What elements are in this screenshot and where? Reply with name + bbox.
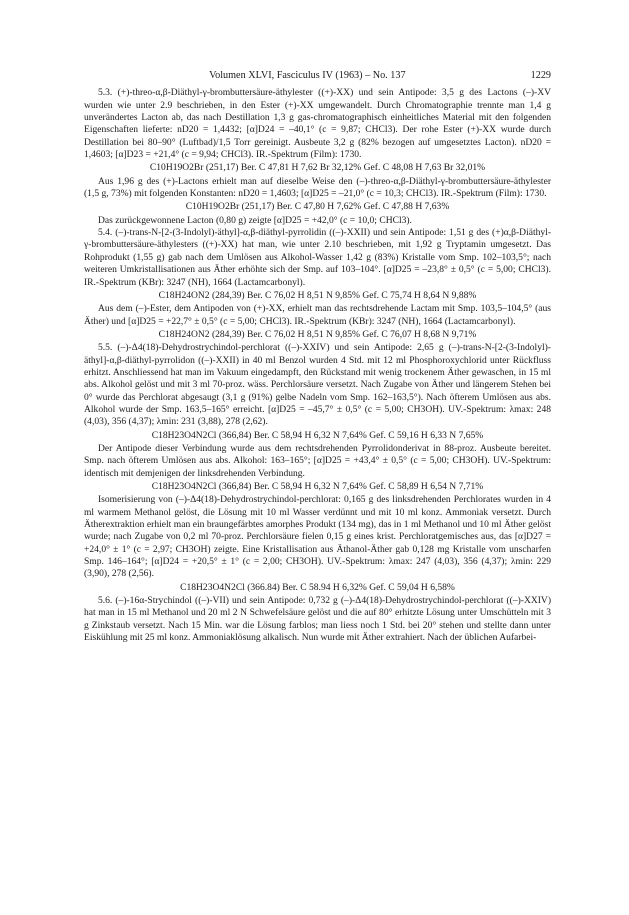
page-number: 1229 (530, 70, 551, 81)
paragraph-5-4: 5.4. (–)-trans-N-[2-(3-Indolyl)-äthyl]-α,β-diäthyl-pyrrolidin ((–)-XXII) und sein Antipode: 1,51 g des (+)α,β-Diäthyl-γ-brombuttersäure-äthylesters ((+)-XX) hat man, wie unter 2.10 beschrieben, mit 1,92 g Tryptamin umgesetzt. Das Rohprodukt (1,55 g) gab nach dem Umlösen aus Alkohol-Wasser 1,42 g (83%) Kristalle vom Smp. 102–103,5°; nach weiteren Umkristallisationen aus Äther erhöhte sich der Smp. auf 103–104°. [α]D25 = –23,8° ± 0,5° (c = 5,00; CHCl3). IR.-Spektrum (KBr): 3247 (NH), 1664 (Lactamcarbonyl). (84, 227, 551, 288)
running-header (84, 70, 551, 82)
paragraph-5-3: 5.3. (+)-threo-α,β-Diäthyl-γ-brombuttersäure-äthylester ((+)-XX) und sein Antipode: 3,5 g des Lactons (–)-XV wurden wie unter 2.9 beschrieben, in den Ester (+)-XX umgewandelt. Durch Chromatographie trennte man 1,4 g unverändertes Lacton ab, das nach Destillation 1,3 g gas-chromatographisch einheitliches Material mit den folgenden Eigenschaften lieferte: nD20 = 1,4432; [α]D24 = –40,1° (c = 9,87; CHCl3). Der rohe Ester (+)-XX wurde durch Destillation bei 80–90° (Luftbad)/1,5 Torr gereinigt. Ausbeute 3,2 g (82% bezogen auf umgesetztes Lacton). nD20 = 1,4603; [α]D23 = +21,4° (c = 9,94; CHCl3). IR.-Spektrum (Film): 1730. (84, 87, 551, 161)
paragraph-recovered-lactone: Das zurückgewonnene Lacton (0,80 g) zeigte [α]D25 = +42,0° (c = 10,0; CHCl3). (98, 214, 412, 226)
elemental-analysis-2: C10H19O2Br (251,17) Ber. C 47,80 H 7,62% Gef. C 47,88 H 7,63% (185, 201, 450, 213)
paragraph-antipode-perchlorate: Der Antipode dieser Verbindung wurde aus dem rechtsdrehenden Pyrrolidonderivat in 88-proz. Ausbeute bereitet. Smp. nach öfterem Umlösen aus abs. Alkohol: 163–165°; [α]D25 = +43,4° ± 0,5° (c = 5,00; CH3OH). UV.-Spektrum: identisch mit demjenigen der linksdrehenden Verbindung. (84, 442, 551, 479)
journal-volume-line: Volumen XLVI, Fasciculus IV (1963) – No. 137 (209, 70, 406, 81)
elemental-analysis-1: C10H19O2Br (251,17) Ber. C 47,81 H 7,62 Br 32,12% Gef. C 48,08 H 7,63 Br 32,01% (149, 162, 486, 174)
elemental-analysis-7: C18H23O4N2Cl (366.84) Ber. C 58.94 H 6,32% Gef. C 59,04 H 6,58% (180, 581, 455, 593)
elemental-analysis-5: C18H23O4N2Cl (366,84) Ber. C 58,94 H 6,32 N 7,64% Gef. C 59,16 H 6,33 N 7,65% (151, 429, 484, 441)
paragraph-antipode-ester: Aus 1,96 g des (+)-Lactons erhielt man auf dieselbe Weise den (–)-threo-α,β-Diäthyl-γ-brombuttersäure-äthylester (1,5 g, 73%) mit folgenden Konstanten: nD20 = 1,4603; [α]D25 = –21,0° (c = 10,3; CHCl3). IR.-Spektrum (Film): 1730. (84, 175, 551, 200)
paragraph-5-5: 5.5. (–)-Δ4(18)-Dehydrostrychindol-perchlorat ((–)-XXIV) und sein Antipode: 2,65 g (–)-trans-N-[2-(3-Indolyl)-äthyl]-α,β-diäthyl-pyrrolidon ((–)-XXII) in 40 ml Benzol wurden 4 Std. mit 12 ml Phosphoroxychlorid unter Rückfluss erhitzt. Anschliessend hat man im Vakuum eingedampft, den Rückstand mit wenig trockenem Äther gewaschen, in 15 ml abs. Alkohol gelöst und mit 3 ml 70-proz. wäss. Perchlorsäure versetzt. Nach Zugabe von Äther und längerem Stehen bei 0° wurde das Perchlorat abgesaugt (3,1 g (91%) gelbe Nadeln vom Smp. 162–163,5°). Nach öfterem Umlösen aus abs. Alkohol wurde der Smp. 163,5–165° erreicht. [α]D25 = –45,7° ± 0,5° (c = 5,00; CH3OH). UV.-Spektrum: λmax: 248 (4,03), 356 (4,37); λmin: 231 (3,88), 278 (2,62). (84, 342, 551, 428)
paragraph-antipode-lactam: Aus dem (–)-Ester, dem Antipoden von (+)-XX, erhielt man das rechtsdrehende Lactam mit Smp. 103,5–104,5° (aus Äther) und [α]D25 = +22,7° ± 0,5° (c = 5,00; CHCl3). IR.-Spektrum (KBr): 3247 (NH), 1664 (Lactamcarbonyl). (84, 303, 551, 327)
elemental-analysis-4: C18H24ON2 (284,39) Ber. C 76,02 H 8,51 N 9,85% Gef. C 76,07 H 8,68 N 9,71% (158, 328, 477, 340)
paragraph-isomerization: Isomerisierung von (–)-Δ4(18)-Dehydrostrychindol-perchlorat: 0,165 g des linksdrehenden Perchlorates wurden in 4 ml warmem Methanol gelöst, die Lösung mit 10 ml Wasser verdünnt und mit 10 ml konz. Ammoniak versetzt. Durch Ätherextraktion erhielt man ein braungefärbtes amorphes Produkt (134 mg), das in 1 ml Methanol und 10 ml Äther gelöst wurde; nach Zugabe von 0,2 ml 70-proz. Perchlorsäure fielen 0,15 g eines krist. Perchloratgemisches aus, das [α]D27 = +24,0° ± 1° (c = 2,97; CH3OH) zeigte. Eine Kristallisation aus Äthanol-Äther gab 0,128 mg Kristalle vom unscharfen Smp. 146–164°; [α]D24 = +20,5° ± 1° (c = 2,00; CH3OH). UV.-Spektrum: λmax: 247 (4,03), 356 (4,37); λmin: 229 (3,90), 278 (2,56). (84, 494, 551, 580)
elemental-analysis-6: C18H23O4N2Cl (366,84) Ber. C 58,94 H 6,32 N 7,64% Gef. C 58,89 H 6,54 N 7,71% (151, 481, 484, 492)
paragraph-5-6: 5.6. (–)-16α-Strychindol ((–)-VII) und sein Antipode: 0,732 g (–)-Δ4(18)-Dehydrostrychindol-perchlorat ((–)-XXIV) hat man in 15 ml Methanol und 20 ml 2 N Schwefelsäure gelöst und die auf 80° erhitzte Lösung unter Umschütteln mit 3 g Zinkstaub versetzt. Nach 15 Min. war die Lösung farblos; man liess noch 1 Std. bei 20° stehen und stellte dann unter Eiskühlung mit 25 ml konz. Ammoniaklösung alkalisch. Nun wurde mit Äther extrahiert. Nach der üblichen Aufarbei- (84, 595, 551, 644)
elemental-analysis-3: C18H24ON2 (284,39) Ber. C 76,02 H 8,51 N 9,85% Gef. C 75,74 H 8,64 N 9,88% (158, 289, 477, 301)
